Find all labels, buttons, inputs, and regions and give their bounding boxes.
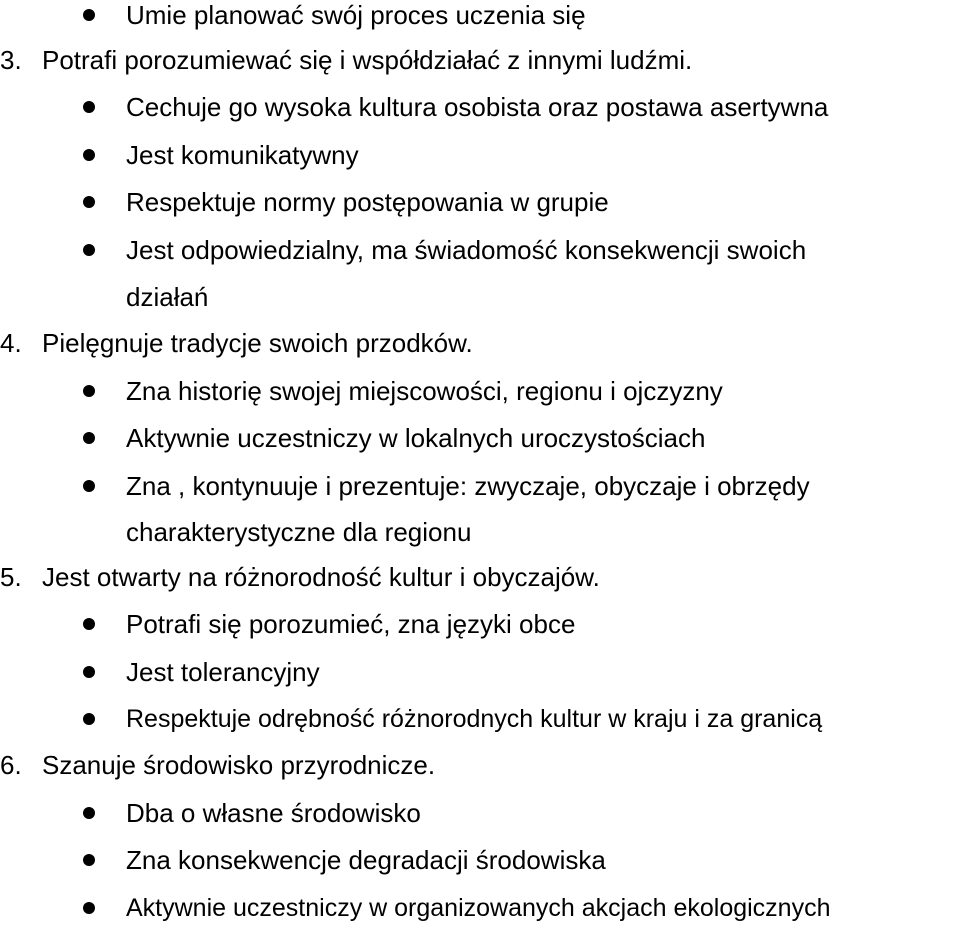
list-item-text: działań	[126, 282, 209, 312]
list-item-text: Respektuje normy postępowania w grupie	[126, 187, 609, 217]
bullet-icon	[83, 480, 95, 492]
section-number: 6.	[0, 750, 22, 780]
section-heading-text: Szanuje środowisko przyrodnicze.	[42, 750, 436, 780]
list-item-text: Cechuje go wysoka kultura osobista oraz postawa asertywna	[126, 92, 829, 122]
bullet-icon	[83, 854, 95, 866]
bullet-icon	[83, 713, 95, 725]
bullet-icon	[83, 385, 95, 397]
list-item-text: Zna , kontynuuje i prezentuje: zwyczaje, obyczaje i obrzędy	[126, 471, 810, 501]
list-item-text: Dba o własne środowisko	[126, 798, 421, 828]
bullet-icon	[83, 9, 95, 21]
section-number: 3.	[0, 45, 22, 75]
bullet-icon	[83, 807, 95, 819]
bullet-icon	[83, 618, 95, 630]
list-item-text: Potrafi się porozumieć, zna języki obce	[126, 609, 576, 639]
section-heading-text: Potrafi porozumiewać się i współdziałać z innymi ludźmi.	[42, 45, 693, 75]
list-item-text: Zna historię swojej miejscowości, regionu i ojczyzny	[126, 376, 723, 406]
list-item-text: Jest komunikatywny	[126, 140, 359, 170]
bullet-icon	[83, 432, 95, 444]
list-item-text: Aktywnie uczestniczy w lokalnych uroczystościach	[126, 423, 706, 453]
section-heading-text: Pielęgnuje tradycje swoich przodków.	[42, 328, 473, 358]
bullet-icon	[83, 902, 95, 914]
section-heading-text: Jest otwarty na różnorodność kultur i obyczajów.	[42, 562, 600, 592]
bullet-icon	[83, 149, 95, 161]
list-item-text: Umie planować swój proces uczenia się	[126, 0, 586, 30]
list-item-text: Respektuje odrębność różnorodnych kultur w kraju i za granicą	[126, 705, 823, 733]
bullet-icon	[83, 666, 95, 678]
list-item-text: Zna konsekwencje degradacji środowiska	[126, 845, 606, 875]
list-item-text: charakterystyczne dla regionu	[126, 517, 472, 547]
bullet-icon	[83, 244, 95, 256]
list-item-text: Aktywnie uczestniczy w organizowanych akcjach ekologicznych	[126, 894, 831, 922]
bullet-icon	[83, 101, 95, 113]
list-item-text: Jest tolerancyjny	[126, 657, 320, 687]
list-item-text: Jest odpowiedzialny, ma świadomość konsekwencji swoich	[126, 235, 807, 265]
section-number: 4.	[0, 328, 22, 358]
section-number: 5.	[0, 562, 22, 592]
bullet-icon	[83, 196, 95, 208]
